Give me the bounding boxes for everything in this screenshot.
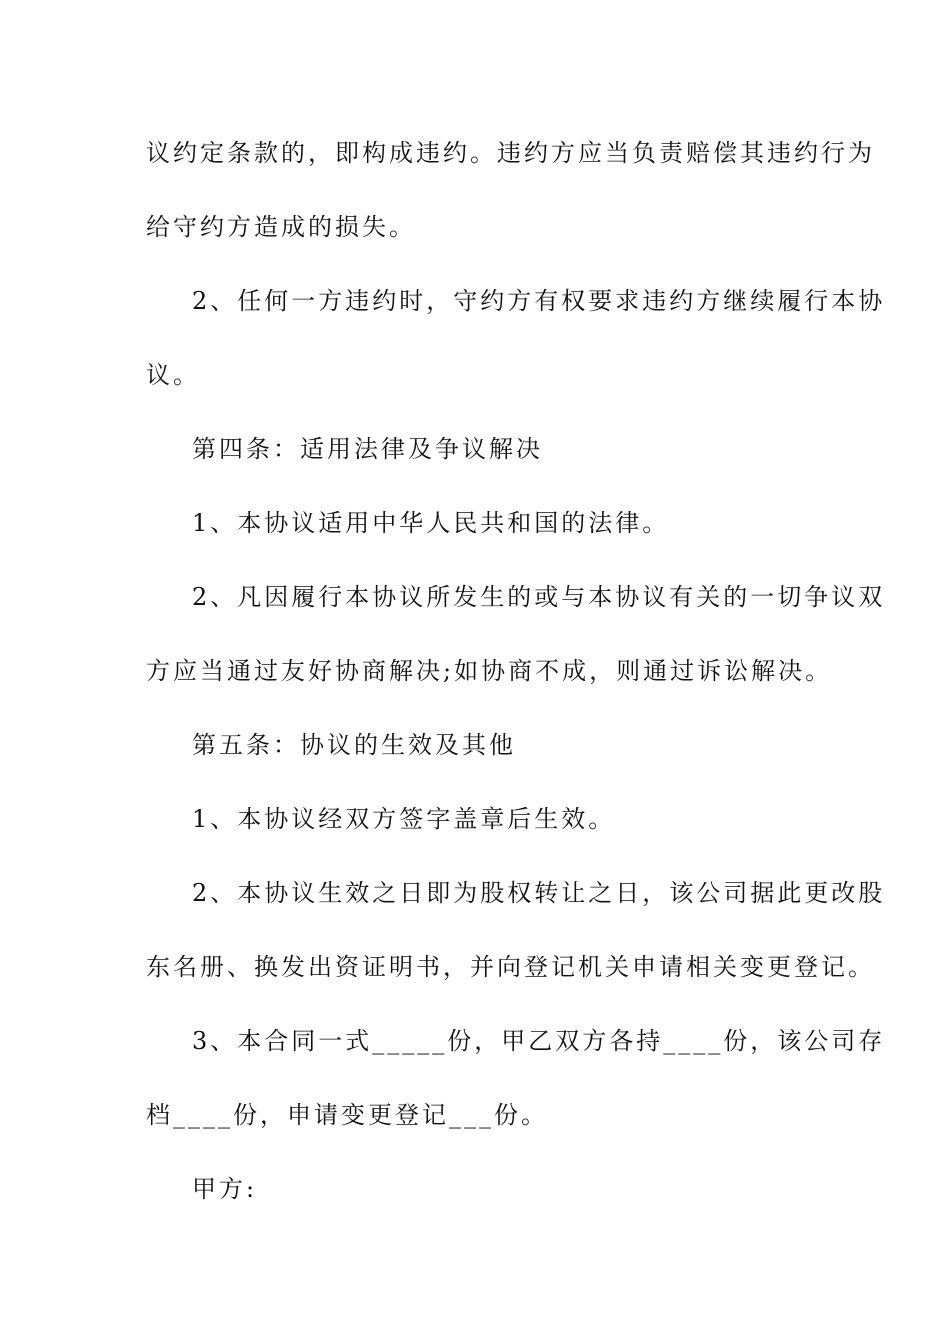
text-line-10: 1、本协议经双方签字盖章后生效。 — [192, 805, 616, 833]
text-line-12: 东名册、换发出资证明书，并向登记机关申请相关变更登记。 — [146, 953, 875, 981]
text-line-4: 议。 — [146, 361, 200, 389]
text-line-8: 方应当通过友好协商解决;如协商不成，则通过诉讼解决。 — [146, 657, 833, 685]
section-heading-4: 第四条：适用法律及争议解决 — [192, 435, 543, 463]
text-line-11: 2、本协议生效之日即为股权转让之日，该公司据此更改股 — [192, 879, 886, 907]
text-line-13: 3、本合同一式_____份，甲乙双方各持____份，该公司存 — [192, 1027, 886, 1055]
text-line-6: 1、本协议适用中华人民共和国的法律。 — [192, 509, 670, 537]
text-line-1: 议约定条款的，即构成违约。违约方应当负责赔偿其违约行为 — [146, 139, 875, 167]
section-heading-5: 第五条：协议的生效及其他 — [192, 731, 516, 759]
party-a-label: 甲方: — [192, 1175, 258, 1203]
text-line-14: 档____份，申请变更登记___份。 — [146, 1101, 548, 1129]
text-line-3: 2、任何一方违约时，守约方有权要求违约方继续履行本协 — [192, 287, 886, 315]
text-line-2: 给守约方造成的损失。 — [146, 213, 416, 241]
text-line-7: 2、凡因履行本协议所发生的或与本协议有关的一切争议双 — [192, 583, 886, 611]
